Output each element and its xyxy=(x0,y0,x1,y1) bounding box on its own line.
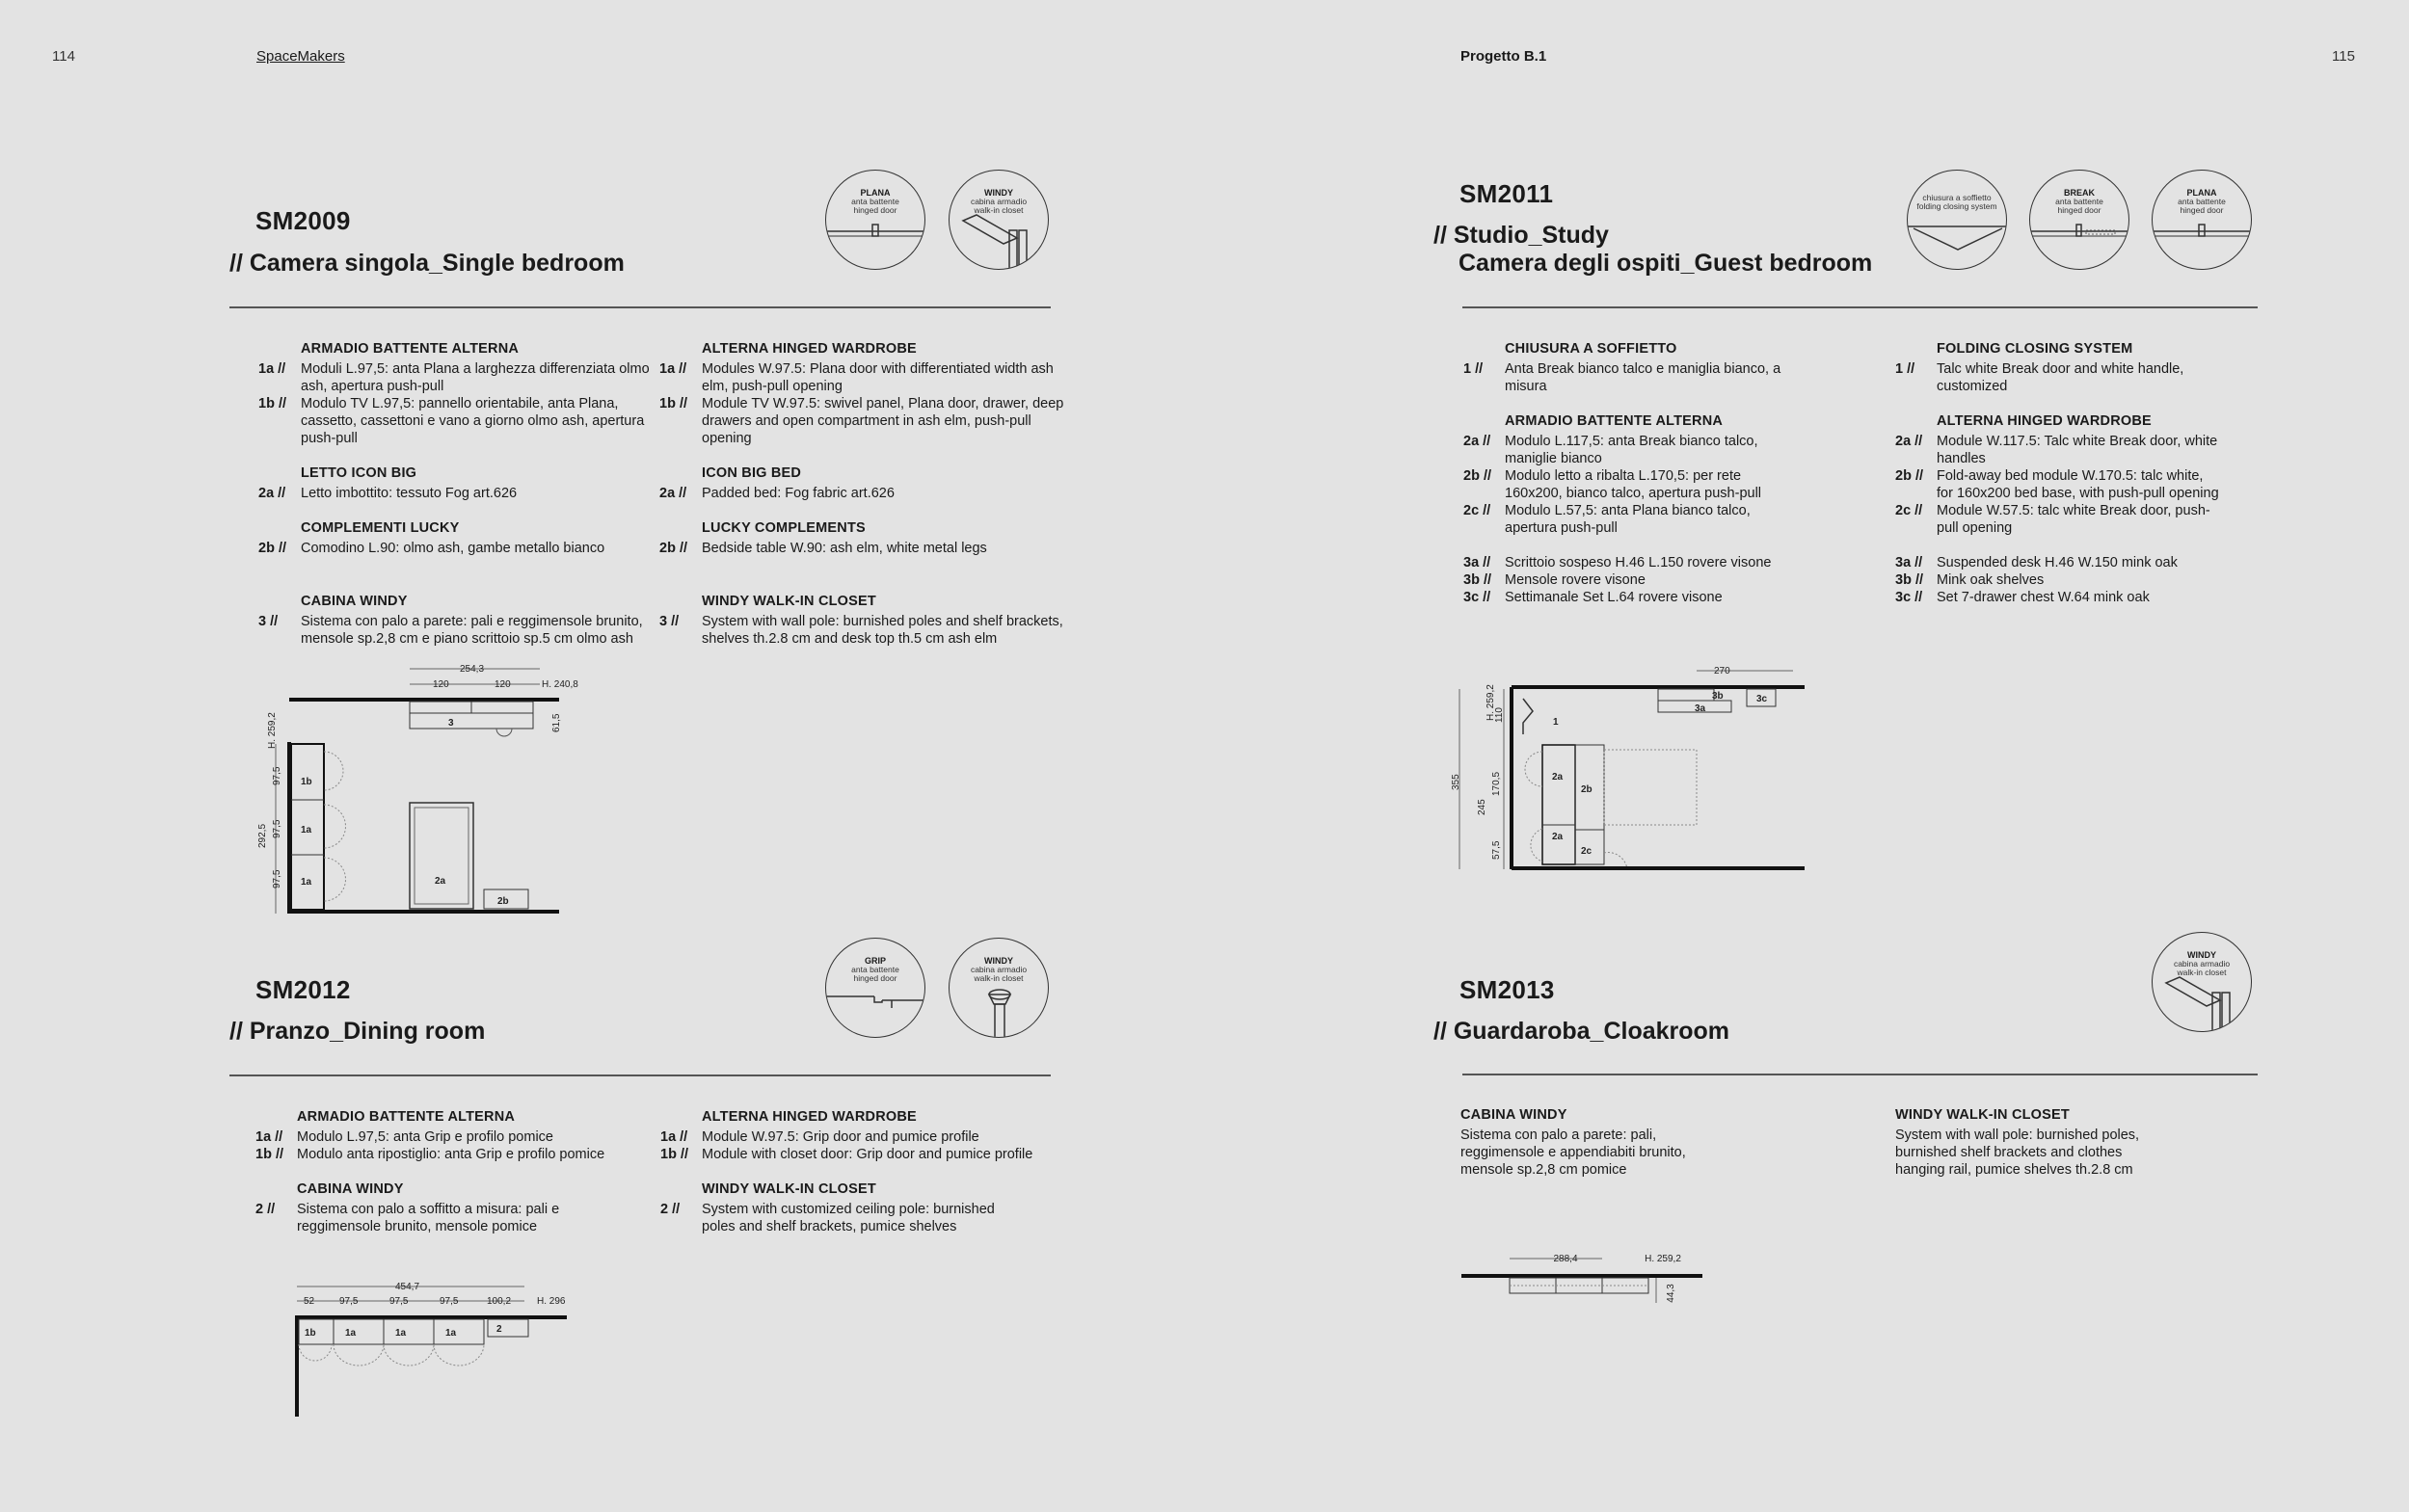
item-text: Anta Break bianco talco e maniglia bianco, a misura xyxy=(1505,361,1781,394)
module-label: 1b xyxy=(305,1328,316,1339)
badge-title: WINDY xyxy=(984,956,1013,966)
project-title: Progetto B.1 xyxy=(1460,48,1547,65)
item-text: Module W.57.5: talc white Break door, push-pull opening xyxy=(1937,503,2210,536)
item-text: Moduli L.97,5: anta Plana a larghezza differenziata olmo ash, apertura push-pull xyxy=(301,361,650,394)
sm2013-floor-plan xyxy=(1456,1249,1706,1312)
section-heading: ALTERNA HINGED WARDROBE xyxy=(702,1109,917,1125)
item-text: Module W.97.5: Grip door and pumice profile xyxy=(702,1129,979,1145)
plana-door-badge xyxy=(2152,170,2252,270)
dim-label: H. 259,2 xyxy=(267,712,278,749)
section-heading: COMPLEMENTI LUCKY xyxy=(301,520,460,536)
item-number: 1b // xyxy=(660,1147,689,1162)
walk-in-closet-pole-icon xyxy=(950,939,1049,1038)
item-text: Bedside table W.90: ash elm, white metal legs xyxy=(702,541,987,556)
badge-title: PLANA xyxy=(2186,188,2217,198)
module-label: 1a xyxy=(301,825,312,836)
item-number: 1a // xyxy=(255,1129,283,1145)
grip-door-icon xyxy=(826,939,925,1038)
item-number: 2b // xyxy=(258,541,287,556)
item-number: 1b // xyxy=(258,396,287,411)
sm2011-title-1: // Studio_Study xyxy=(1433,222,1609,249)
module-label: 2a xyxy=(1552,832,1564,842)
plana-door-badge xyxy=(825,170,925,270)
dim-label: 97,5 xyxy=(440,1296,459,1307)
item-text: Letto imbottito: tessuto Fog art.626 xyxy=(301,486,518,501)
item-number: 1 // xyxy=(1463,361,1484,377)
dim-label: 288,4 xyxy=(1553,1254,1578,1264)
badge-sub-it: anta battente xyxy=(851,197,899,206)
brand-link[interactable]: SpaceMakers xyxy=(256,48,345,65)
item-text: Modulo L.117,5: anta Break bianco talco, maniglie bianco xyxy=(1505,434,1758,466)
badge-title: WINDY xyxy=(984,188,1013,198)
item-text: Set 7-drawer chest W.64 mink oak xyxy=(1937,590,2150,605)
item-text: Padded bed: Fog fabric art.626 xyxy=(702,486,895,501)
sm2012-floor-plan xyxy=(289,1274,598,1423)
section-heading: ARMADIO BATTENTE ALTERNA xyxy=(301,341,520,357)
dim-label: 100,2 xyxy=(487,1296,512,1307)
section-heading: CABINA WINDY xyxy=(301,594,408,609)
sm2009-title: // Camera singola_Single bedroom xyxy=(229,250,625,277)
sm2012-title: // Pranzo_Dining room xyxy=(229,1018,486,1045)
dim-label: 110 xyxy=(1494,707,1505,723)
module-label: 2a xyxy=(435,876,446,887)
item-number: 3a // xyxy=(1895,555,1923,570)
module-label: 2b xyxy=(497,896,509,907)
badge-title: BREAK xyxy=(2063,188,2095,198)
item-number: 3 // xyxy=(258,614,279,629)
walk-in-closet-pole-icon xyxy=(2153,933,2252,1032)
sm2009-divider xyxy=(229,306,1051,308)
item-number: 2c // xyxy=(1463,503,1491,518)
item-text: Sistema con palo a parete: pali, reggimensole e appendiabiti brunito, mensole sp.2,8 cm pomice xyxy=(1460,1127,1686,1178)
item-number: 3a // xyxy=(1463,555,1491,570)
sm2009-code: SM2009 xyxy=(255,206,351,235)
item-number: 2a // xyxy=(1895,434,1923,449)
badge-sub-it: anta battente xyxy=(2178,197,2226,206)
walk-in-closet-pole-icon xyxy=(950,171,1049,270)
dim-label: 97,5 xyxy=(389,1296,409,1307)
badge-sub-it: cabina armadio xyxy=(970,197,1028,206)
section-heading: WINDY WALK-IN CLOSET xyxy=(702,594,876,609)
module-label: 3 xyxy=(448,718,454,729)
section-heading: CABINA WINDY xyxy=(1460,1107,1567,1123)
badge-title: WINDY xyxy=(2187,950,2216,960)
section-heading: WINDY WALK-IN CLOSET xyxy=(702,1181,876,1197)
module-label: 1a xyxy=(345,1328,357,1339)
item-text: System with wall pole: burnished poles and shelf brackets, shelves th.2.8 cm and desk top th.5 cm ash elm xyxy=(702,614,1063,647)
item-number: 2b // xyxy=(659,541,688,556)
section-heading: FOLDING CLOSING SYSTEM xyxy=(1937,341,2133,357)
item-text: Mensole rovere visone xyxy=(1505,572,1646,588)
sm2012-it-column xyxy=(255,1108,651,1235)
item-text: Talc white Break door and white handle, customized xyxy=(1937,361,2184,394)
sm2009-en-column xyxy=(659,340,1064,648)
item-text: Settimanale Set L.64 rovere visone xyxy=(1505,590,1723,605)
badge-title: PLANA xyxy=(860,188,891,198)
dim-label: 254,3 xyxy=(460,664,485,675)
dim-label: H. 296 xyxy=(537,1296,566,1307)
sm2013-divider xyxy=(1462,1074,2258,1075)
dim-label: 245 xyxy=(1477,799,1487,815)
dim-label: 120 xyxy=(433,679,449,690)
section-heading: ALTERNA HINGED WARDROBE xyxy=(702,341,917,357)
item-number: 1 // xyxy=(1895,361,1915,377)
hinged-door-detail-icon xyxy=(2153,171,2252,270)
item-number: 3b // xyxy=(1895,572,1924,588)
sm2013-it-column xyxy=(1460,1106,1721,1179)
item-text: Modulo TV L.97,5: pannello orientabile, anta Plana, cassetto, cassettoni e vano a giorno olmo ash, apertura push-pull xyxy=(301,396,645,446)
module-label: 3a xyxy=(1695,703,1706,714)
badge-sub-it: cabina armadio xyxy=(2173,959,2231,968)
item-text: Module W.117.5: Talc white Break door, white handles xyxy=(1937,434,2218,466)
module-label: 2b xyxy=(1581,784,1593,795)
folding-door-icon xyxy=(1908,171,2007,270)
item-text: Sistema con palo a parete: pali e reggimensole brunito, mensole sp.2,8 cm e piano scrittoio sp.5 cm olmo ash xyxy=(301,614,643,647)
item-text: Mink oak shelves xyxy=(1937,572,2045,588)
item-number: 1b // xyxy=(255,1147,284,1162)
section-heading: ARMADIO BATTENTE ALTERNA xyxy=(297,1109,516,1125)
item-number: 2c // xyxy=(1895,503,1923,518)
sm2013-code: SM2013 xyxy=(1459,975,1555,1004)
dim-label: H. 259,2 xyxy=(1645,1254,1681,1264)
item-number: 2a // xyxy=(1463,434,1491,449)
folding-door-badge xyxy=(1907,170,2007,270)
item-text: Modules W.97.5: Plana door with differentiated width ash elm, push-pull opening xyxy=(702,361,1054,394)
module-label: 2 xyxy=(496,1324,502,1335)
item-text: Module with closet door: Grip door and pumice profile xyxy=(702,1147,1033,1162)
module-label: 1 xyxy=(1553,717,1559,728)
dim-label: H. 259,2 xyxy=(1486,684,1496,721)
sm2013-en-column xyxy=(1895,1106,2175,1179)
badge-sub-en: walk-in closet xyxy=(2177,968,2227,977)
section-heading: ICON BIG BED xyxy=(702,465,802,481)
windy-closet-badge xyxy=(2152,932,2252,1032)
module-label: 2c xyxy=(1581,846,1593,857)
module-label: 3c xyxy=(1756,694,1768,704)
badge-sub-en: hinged door xyxy=(2180,205,2224,215)
item-number: 2b // xyxy=(1895,468,1924,484)
badge-sub-en: walk-in closet xyxy=(974,973,1024,983)
item-number: 1a // xyxy=(660,1129,688,1145)
section-heading: LETTO ICON BIG xyxy=(301,465,417,481)
module-label: 3b xyxy=(1712,691,1724,702)
dim-label: 97,5 xyxy=(272,869,282,889)
item-text: System with customized ceiling pole: burnished poles and shelf brackets, pumice shelves xyxy=(702,1202,995,1234)
badge-sub-it: cabina armadio xyxy=(970,965,1028,974)
item-number: 3c // xyxy=(1463,590,1491,605)
item-number: 3 // xyxy=(659,614,680,629)
sm2012-code: SM2012 xyxy=(255,975,351,1004)
item-number: 1b // xyxy=(659,396,688,411)
section-heading: CABINA WINDY xyxy=(297,1181,404,1197)
dim-label: 97,5 xyxy=(339,1296,359,1307)
sm2012-divider xyxy=(229,1074,1051,1076)
item-number: 2b // xyxy=(1463,468,1492,484)
item-number: 3c // xyxy=(1895,590,1923,605)
module-label: 1b xyxy=(301,777,312,787)
badge-sub-en: hinged door xyxy=(853,973,897,983)
sm2011-floor-plan xyxy=(1446,655,1822,882)
sm2013-title: // Guardaroba_Cloakroom xyxy=(1433,1018,1730,1045)
sm2012-en-column xyxy=(660,1108,1056,1235)
item-text: Modulo L.57,5: anta Plana bianco talco, apertura push-pull xyxy=(1505,503,1751,536)
sm2011-title-2: Camera degli ospiti_Guest bedroom xyxy=(1459,250,1873,277)
item-number: 2a // xyxy=(659,486,687,501)
windy-closet-badge xyxy=(949,938,1049,1038)
sm2011-en-column xyxy=(1895,340,2223,606)
badge-sub-en: hinged door xyxy=(2057,205,2101,215)
dim-label: 355 xyxy=(1451,774,1461,790)
badge-sub-en: folding closing system xyxy=(1916,201,1997,211)
item-text: Modulo anta ripostiglio: anta Grip e profilo pomice xyxy=(297,1147,605,1162)
badge-sub-it: anta battente xyxy=(851,965,899,974)
item-number: 1a // xyxy=(659,361,687,377)
module-label: 1a xyxy=(445,1328,457,1339)
item-text: System with wall pole: burnished poles, burnished shelf brackets and clothes hanging rail, pumice shelves th.2.8 cm xyxy=(1895,1127,2140,1178)
section-heading: ALTERNA HINGED WARDROBE xyxy=(1937,413,2152,429)
sm2011-divider xyxy=(1462,306,2258,308)
section-heading: WINDY WALK-IN CLOSET xyxy=(1895,1107,2070,1123)
sm2011-code: SM2011 xyxy=(1459,179,1554,208)
dim-label: 97,5 xyxy=(272,819,282,838)
dim-label: 292,5 xyxy=(257,823,268,848)
grip-door-badge xyxy=(825,938,925,1038)
dim-label: 61,5 xyxy=(551,713,562,732)
item-text: Suspended desk H.46 W.150 mink oak xyxy=(1937,555,2178,570)
module-label: 1a xyxy=(395,1328,407,1339)
section-heading: LUCKY COMPLEMENTS xyxy=(702,520,866,536)
badge-sub-en: walk-in closet xyxy=(974,205,1024,215)
dim-label: 97,5 xyxy=(272,766,282,785)
badge-sub-it: chiusura a soffietto xyxy=(1922,193,1992,202)
dim-label: 270 xyxy=(1714,666,1730,676)
item-text: Modulo L.97,5: anta Grip e profilo pomice xyxy=(297,1129,553,1145)
item-text: Scrittoio sospeso H.46 L.150 rovere visone xyxy=(1505,555,1772,570)
item-number: 1a // xyxy=(258,361,286,377)
dim-label: 57,5 xyxy=(1491,840,1502,860)
item-number: 2a // xyxy=(258,486,286,501)
dim-label: 170,5 xyxy=(1491,771,1502,796)
item-text: Sistema con palo a soffitto a misura: pali e reggimensole brunito, mensole pomice xyxy=(297,1202,560,1234)
dim-label: 454,7 xyxy=(395,1282,420,1292)
windy-closet-badge xyxy=(949,170,1049,270)
break-door-badge xyxy=(2029,170,2129,270)
item-number: 3b // xyxy=(1463,572,1492,588)
sm2009-it-column xyxy=(258,340,654,648)
section-heading: CHIUSURA A SOFFIETTO xyxy=(1505,341,1677,357)
dim-label: H. 240,8 xyxy=(542,679,578,690)
sm2009-floor-plan xyxy=(251,655,578,930)
item-number: 2 // xyxy=(255,1202,276,1217)
section-heading: ARMADIO BATTENTE ALTERNA xyxy=(1505,413,1724,429)
dim-label: 44,3 xyxy=(1666,1284,1676,1303)
item-number: 2 // xyxy=(660,1202,681,1217)
sm2011-it-column xyxy=(1463,340,1791,606)
item-text: Comodino L.90: olmo ash, gambe metallo bianco xyxy=(301,541,605,556)
dim-label: 52 xyxy=(304,1296,315,1307)
badge-title: GRIP xyxy=(864,956,886,966)
badge-sub-it: anta battente xyxy=(2055,197,2103,206)
badge-sub-en: hinged door xyxy=(853,205,897,215)
dim-label: 120 xyxy=(495,679,511,690)
item-text: Fold-away bed module W.170.5: talc white, for 160x200 bed base, with push-pull opening xyxy=(1937,468,2219,501)
hinged-door-detail-icon xyxy=(2030,171,2129,270)
left-page-number: 114 xyxy=(52,48,75,65)
right-page-number: 115 xyxy=(2332,48,2355,65)
item-text: Module TV W.97.5: swivel panel, Plana door, drawer, deep drawers and open compartment in ash elm, push-pull opening xyxy=(702,396,1064,446)
module-label: 1a xyxy=(301,877,312,888)
hinged-door-detail-icon xyxy=(826,171,925,270)
item-text: Modulo letto a ribalta L.170,5: per rete 160x200, bianco talco, apertura push-pull xyxy=(1505,468,1762,501)
module-label: 2a xyxy=(1552,772,1564,783)
